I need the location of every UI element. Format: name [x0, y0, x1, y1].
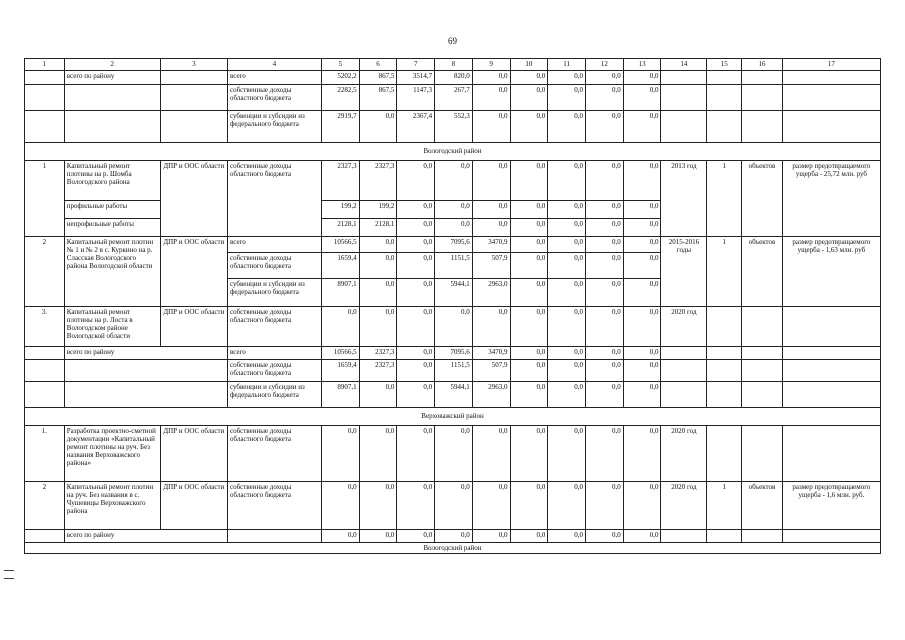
cell-value: 0,0	[435, 482, 473, 530]
unit: объектов	[742, 237, 783, 307]
cell-value: 0,0	[510, 279, 548, 307]
column-header-row	[25, 59, 881, 71]
item-name: Капитальный ремонт плотины на р. Лоста в Вологодском районе Вологодской области	[64, 307, 160, 347]
cell-value: 0,0	[510, 85, 548, 111]
year: 2020 год	[661, 307, 707, 347]
cell-value: 2919,7	[321, 111, 359, 143]
cell-value: 0,0	[623, 219, 661, 237]
cell-value: 2367,4	[397, 111, 435, 143]
cell-value: 0,0	[397, 307, 435, 347]
item-number: 1.	[25, 426, 65, 482]
cell-value: 0,0	[623, 71, 661, 85]
region-title: Верховажский район	[25, 408, 881, 426]
cell-value: 0,0	[359, 111, 397, 143]
col-header: 6	[359, 59, 397, 71]
cell-value: 0,0	[586, 307, 624, 347]
region-title: Вологодский район	[25, 543, 881, 554]
funding-source: собственные доходы областного бюджета	[228, 426, 322, 482]
cell-value: 0,0	[510, 219, 548, 237]
col-header: 3	[160, 59, 227, 71]
cell-value: 0,0	[548, 360, 586, 382]
cell-value: 0,0	[548, 85, 586, 111]
cell-value: 820,0	[435, 71, 473, 85]
col-header: 15	[707, 59, 742, 71]
table-row	[25, 85, 881, 111]
item-name: Капитальный ремонт плотин № 1 и № 2 в с. Куркино на р. Сласская Вологодского района Вологодской области	[64, 237, 160, 307]
cell-value: 0,0	[586, 279, 624, 307]
cell-value: 0,0	[586, 71, 624, 85]
region-title: Вологодский район	[25, 143, 881, 161]
cell-value: 0,0	[435, 201, 473, 219]
cell-value: 0,0	[472, 71, 510, 85]
table-row	[25, 482, 881, 530]
cell-value: 2128,1	[359, 219, 397, 237]
cell-value: 8907,1	[321, 279, 359, 307]
cell-value: 0,0	[321, 530, 359, 543]
funding-source: собственные доходы областного бюджета	[228, 360, 322, 382]
table-row	[25, 307, 881, 347]
cell-value: 867,5	[359, 71, 397, 85]
item-name: Разработка проектно-сметной документации «Капитальный ремонт плотины на руч. Без названия Верховажского района»	[64, 426, 160, 482]
cell-value: 199,2	[359, 201, 397, 219]
cell-value: 0,0	[397, 219, 435, 237]
table-row	[25, 237, 881, 253]
cell-value: 507,9	[472, 253, 510, 279]
cell-value: 0,0	[510, 201, 548, 219]
col-header: 4	[228, 59, 322, 71]
cell-value: 0,0	[586, 85, 624, 111]
year: 2015-2016 годы	[661, 237, 707, 307]
year: 2020 год	[661, 482, 707, 530]
table-row	[25, 530, 881, 543]
cell-value: 0,0	[510, 360, 548, 382]
cell-value: 0,0	[359, 482, 397, 530]
cell-value: 0,0	[586, 201, 624, 219]
cell-value: 0,0	[397, 360, 435, 382]
cell-value: 5202,2	[321, 71, 359, 85]
cell-value: 0,0	[435, 219, 473, 237]
cell-value: 2327,3	[359, 161, 397, 201]
cell-value: 0,0	[321, 426, 359, 482]
cell-value: 0,0	[548, 253, 586, 279]
quantity: 1	[707, 161, 742, 237]
cell-value: 0,0	[435, 307, 473, 347]
cell-value: 0,0	[548, 201, 586, 219]
cell-value: 0,0	[359, 530, 397, 543]
cell-value: 0,0	[623, 347, 661, 360]
funding-source: собственные доходы областного бюджета	[228, 85, 322, 111]
cell-value: 0,0	[359, 237, 397, 253]
cell-value: 0,0	[623, 307, 661, 347]
cell-value: 552,3	[435, 111, 473, 143]
cell-value: 1151,5	[435, 253, 473, 279]
cell-value: 0,0	[472, 219, 510, 237]
cell-value: 3470,9	[472, 347, 510, 360]
margin-mark	[4, 570, 14, 571]
col-header: 11	[548, 59, 586, 71]
item-number: 2	[25, 237, 65, 307]
cell-value: 0,0	[586, 219, 624, 237]
row-label: непрофильные работы	[64, 219, 160, 237]
row-label: всего по району	[64, 347, 227, 360]
cell-value: 0,0	[510, 482, 548, 530]
cell-value: 0,0	[359, 307, 397, 347]
cell-value: 0,0	[548, 161, 586, 201]
quantity: 1	[707, 482, 742, 530]
executor: ДПР и ООС области	[160, 307, 227, 347]
col-header: 14	[661, 59, 707, 71]
funding-source: собственные доходы областного бюджета	[228, 482, 322, 530]
col-header: 17	[782, 59, 880, 71]
cell-value: 10566,5	[321, 237, 359, 253]
row-label: профильные работы	[64, 201, 160, 219]
cell-value: 2327,3	[321, 161, 359, 201]
cell-value: 3514,7	[397, 71, 435, 85]
funding-source: собственные доходы областного бюджета	[228, 307, 322, 347]
cell-value: 0,0	[623, 360, 661, 382]
funding-source: всего	[228, 237, 322, 253]
cell-value: 0,0	[548, 426, 586, 482]
cell-value: 1147,3	[397, 85, 435, 111]
row-label: всего по району	[64, 71, 160, 85]
cell-value: 5944,1	[435, 279, 473, 307]
cell-value: 2963,0	[472, 279, 510, 307]
cell-value: 0,0	[510, 426, 548, 482]
table-row	[25, 382, 881, 408]
col-header: 16	[742, 59, 783, 71]
table-row	[25, 360, 881, 382]
col-header: 9	[472, 59, 510, 71]
cell-value: 0,0	[359, 426, 397, 482]
cell-value: 2327,3	[359, 347, 397, 360]
cell-value: 0,0	[623, 530, 661, 543]
year: 2013 год	[661, 161, 707, 237]
cell-value: 0,0	[548, 111, 586, 143]
cell-value: 0,0	[510, 382, 548, 408]
cell-value: 7095,6	[435, 237, 473, 253]
table-row	[25, 71, 881, 85]
cell-value: 0,0	[548, 382, 586, 408]
cell-value: 10566,5	[321, 347, 359, 360]
cell-value: 0,0	[623, 201, 661, 219]
cell-value: 0,0	[586, 360, 624, 382]
page-number: 69	[448, 36, 457, 46]
region-header-row	[25, 408, 881, 426]
item-number: 1	[25, 161, 65, 237]
col-header: 10	[510, 59, 548, 71]
cell-value: 0,0	[623, 161, 661, 201]
cell-value: 0,0	[472, 530, 510, 543]
cell-value: 0,0	[623, 111, 661, 143]
cell-value: 2128,1	[321, 219, 359, 237]
col-header: 7	[397, 59, 435, 71]
cell-value: 0,0	[359, 253, 397, 279]
cell-value: 0,0	[472, 307, 510, 347]
region-header-row	[25, 143, 881, 161]
funding-source: всего	[228, 71, 322, 85]
cell-value: 199,2	[321, 201, 359, 219]
cell-value: 0,0	[510, 253, 548, 279]
cell-value: 0,0	[397, 482, 435, 530]
cell-value: 0,0	[548, 347, 586, 360]
table-row	[25, 161, 881, 201]
cell-value: 0,0	[397, 530, 435, 543]
cell-value: 0,0	[472, 85, 510, 111]
cell-value: 7095,6	[435, 347, 473, 360]
executor: ДПР и ООС области	[160, 426, 227, 482]
funding-source: субвенции и субсидии из федерального бюджета	[228, 279, 322, 307]
cell-value: 267,7	[435, 85, 473, 111]
unit: объектов	[742, 482, 783, 530]
funding-source: субвенции и субсидии из федерального бюджета	[228, 382, 322, 408]
cell-value: 0,0	[548, 219, 586, 237]
cell-value: 0,0	[548, 237, 586, 253]
col-header: 8	[435, 59, 473, 71]
col-header: 1	[25, 59, 65, 71]
cell-value: 3470,9	[472, 237, 510, 253]
cell-value: 0,0	[586, 382, 624, 408]
cell-value: 0,0	[623, 237, 661, 253]
margin-mark	[4, 578, 14, 579]
cell-value: 8907,1	[321, 382, 359, 408]
cell-value: 0,0	[586, 253, 624, 279]
cell-value: 5944,1	[435, 382, 473, 408]
cell-value: 1659,4	[321, 360, 359, 382]
row-label: всего по району	[64, 530, 227, 543]
cell-value: 0,0	[586, 530, 624, 543]
region-header-row	[25, 543, 881, 554]
cell-value: 0,0	[510, 111, 548, 143]
col-header: 5	[321, 59, 359, 71]
cell-value: 0,0	[548, 307, 586, 347]
cell-value: 2327,3	[359, 360, 397, 382]
cell-value: 0,0	[548, 71, 586, 85]
item-number: 3.	[25, 307, 65, 347]
col-header: 13	[623, 59, 661, 71]
cell-value: 0,0	[397, 237, 435, 253]
cell-value: 0,0	[435, 426, 473, 482]
table-row	[25, 111, 881, 143]
cell-value: 0,0	[397, 347, 435, 360]
effect: размер предотвращаемого ущерба - 25,72 млн. руб	[782, 161, 880, 237]
cell-value: 2963,0	[472, 382, 510, 408]
cell-value: 0,0	[548, 530, 586, 543]
cell-value: 0,0	[397, 426, 435, 482]
cell-value: 0,0	[359, 382, 397, 408]
cell-value: 0,0	[586, 161, 624, 201]
cell-value: 0,0	[623, 279, 661, 307]
cell-value: 0,0	[472, 482, 510, 530]
cell-value: 0,0	[321, 482, 359, 530]
funding-source: собственные доходы областного бюджета	[228, 253, 322, 279]
table-row	[25, 347, 881, 360]
cell-value: 0,0	[586, 482, 624, 530]
quantity: 1	[707, 237, 742, 307]
cell-value: 1659,4	[321, 253, 359, 279]
cell-value: 0,0	[397, 279, 435, 307]
cell-value: 0,0	[510, 237, 548, 253]
executor: ДПР и ООС области	[160, 237, 227, 307]
cell-value: 0,0	[548, 279, 586, 307]
cell-value: 0,0	[472, 111, 510, 143]
cell-value: 0,0	[510, 71, 548, 85]
cell-value: 0,0	[510, 307, 548, 347]
cell-value: 0,0	[623, 85, 661, 111]
funding-source: субвенции и субсидии из федерального бюджета	[228, 111, 322, 143]
cell-value: 0,0	[510, 161, 548, 201]
col-header: 12	[586, 59, 624, 71]
cell-value: 0,0	[623, 253, 661, 279]
cell-value: 0,0	[397, 253, 435, 279]
cell-value: 0,0	[586, 426, 624, 482]
executor: ДПР и ООС области	[160, 482, 227, 530]
cell-value: 2282,5	[321, 85, 359, 111]
cell-value: 0,0	[472, 201, 510, 219]
cell-value: 0,0	[435, 530, 473, 543]
cell-value: 0,0	[510, 530, 548, 543]
cell-value: 0,0	[397, 382, 435, 408]
effect: размер предотвращаемого ущерба - 1,6 млн. руб.	[782, 482, 880, 530]
cell-value: 0,0	[321, 307, 359, 347]
cell-value: 0,0	[359, 279, 397, 307]
cell-value: 867,5	[359, 85, 397, 111]
budget-table	[24, 58, 881, 554]
executor: ДПР и ООС области	[160, 161, 227, 237]
cell-value: 0,0	[586, 347, 624, 360]
funding-source: собственные доходы областного бюджета	[228, 161, 322, 237]
cell-value: 0,0	[472, 426, 510, 482]
table-row	[25, 426, 881, 482]
cell-value: 0,0	[623, 382, 661, 408]
cell-value: 0,0	[623, 426, 661, 482]
item-name: Капитальный ремонт плотин на руч. Без названия в с. Чушевицы Верховажского района	[64, 482, 160, 530]
cell-value: 0,0	[510, 347, 548, 360]
cell-value: 0,0	[435, 161, 473, 201]
cell-value: 0,0	[472, 161, 510, 201]
cell-value: 0,0	[623, 482, 661, 530]
cell-value: 1151,5	[435, 360, 473, 382]
effect: размер предотвращаемого ущерба - 1,63 млн. руб	[782, 237, 880, 307]
cell-value: 507,9	[472, 360, 510, 382]
unit: объектов	[742, 161, 783, 237]
cell-value: 0,0	[586, 237, 624, 253]
year: 2020 год	[661, 426, 707, 482]
cell-value: 0,0	[586, 111, 624, 143]
funding-source: всего	[228, 347, 322, 360]
cell-value: 0,0	[548, 482, 586, 530]
cell-value: 0,0	[397, 161, 435, 201]
item-name: Капитальный ремонт плотины на р. Шомба Вологодского района	[64, 161, 160, 201]
col-header: 2	[64, 59, 160, 71]
item-number: 2	[25, 482, 65, 530]
cell-value: 0,0	[397, 201, 435, 219]
